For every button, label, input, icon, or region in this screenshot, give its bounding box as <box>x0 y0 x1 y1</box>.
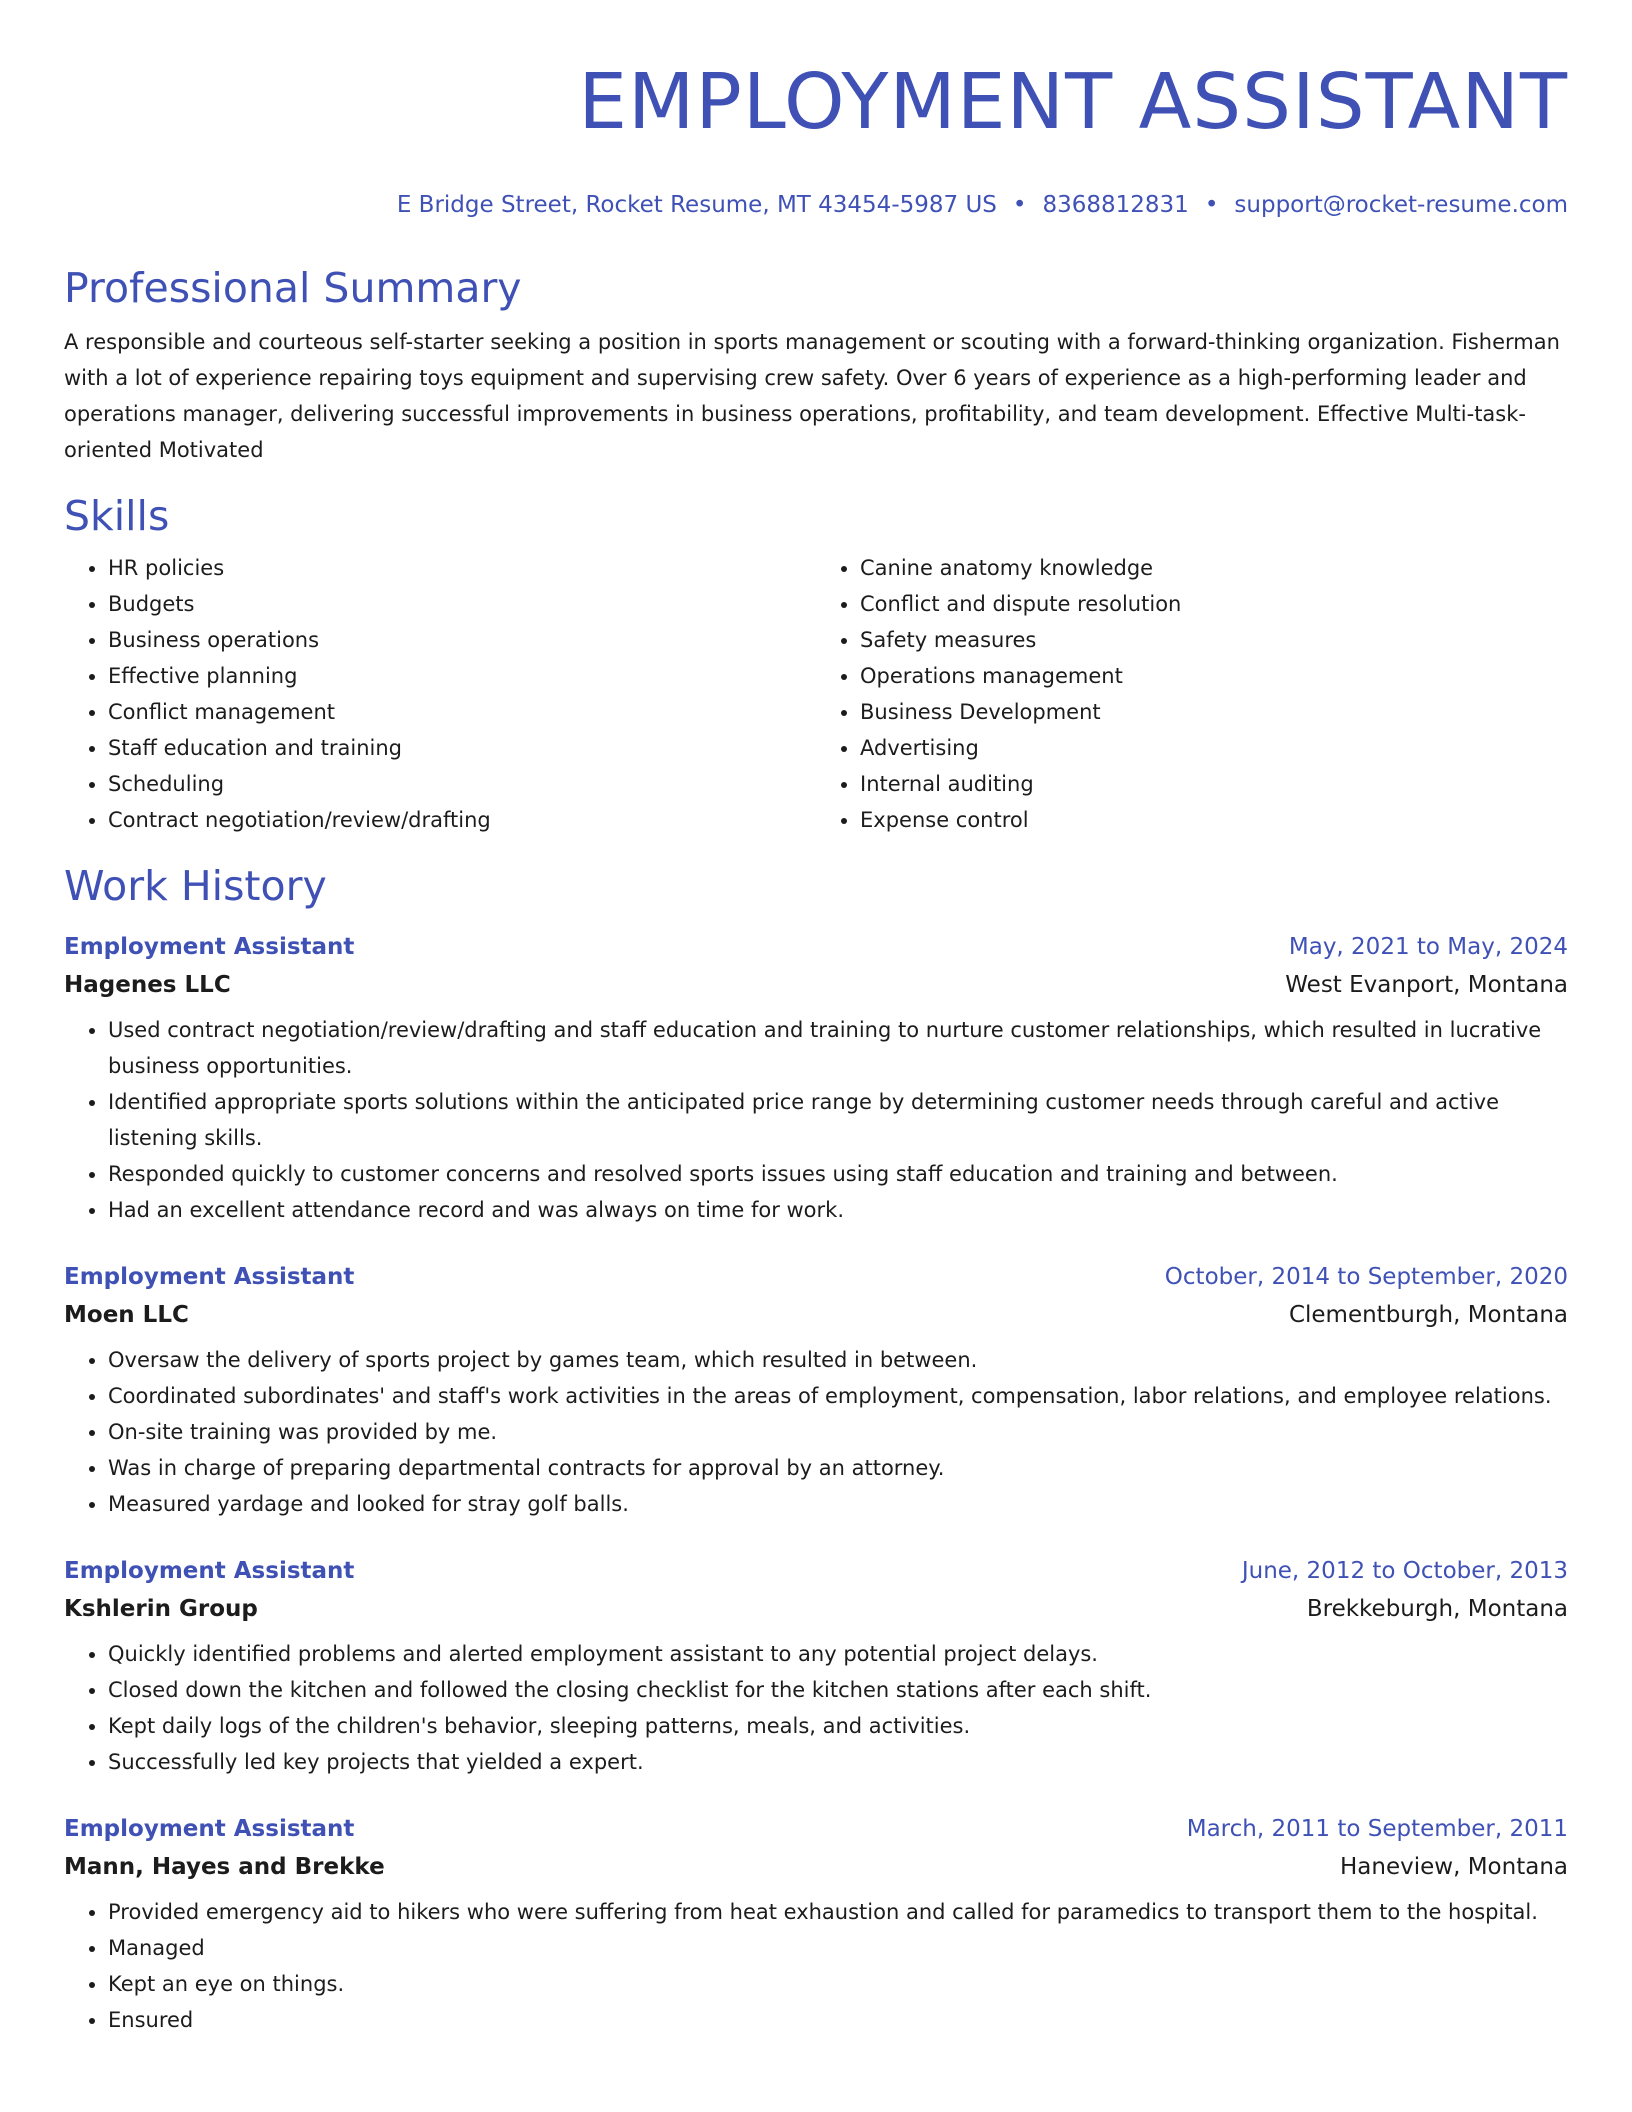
candidate-name: EMPLOYMENT ASSISTANT <box>578 58 1568 147</box>
job-title: Employment Assistant <box>64 1558 355 1584</box>
job-bullets <box>64 1012 1568 1228</box>
job-bullet: • Quickly identified problems and alerted employment assistant to any potential project delays. <box>108 1636 1568 1672</box>
skill-item: • Business operations <box>108 622 816 658</box>
job-bullet: • On-site training was provided by me. <box>108 1414 1568 1450</box>
job-header <box>64 1810 1568 1848</box>
job-location: West Evanport, Montana <box>1285 972 1568 998</box>
job-title: Employment Assistant <box>64 1264 355 1290</box>
skill-item: • Operations management <box>860 658 1568 694</box>
job-location: Clementburgh, Montana <box>1288 1302 1568 1328</box>
company-name: Hagenes LLC <box>64 972 231 998</box>
job-bullet: • Successfully led key projects that yielded a expert. <box>108 1744 1568 1780</box>
job-bullet: • Kept an eye on things. <box>108 1966 1568 2002</box>
job-bullet: • Identified appropriate sports solutions within the anticipated price range by determining customer needs through careful and active listening skills. <box>108 1084 1568 1156</box>
job-bullet: • Oversaw the delivery of sports project by games team, which resulted in between. <box>108 1342 1568 1378</box>
contact-line <box>64 188 1568 222</box>
company-name: Moen LLC <box>64 1302 189 1328</box>
job-title: Employment Assistant <box>64 1816 355 1842</box>
separator: • <box>1012 192 1027 218</box>
skill-item: • HR policies <box>108 550 816 586</box>
job-bullet: • Ensured <box>108 2002 1568 2038</box>
job-bullet: • Kept daily logs of the children's behavior, sleeping patterns, meals, and activities. <box>108 1708 1568 1744</box>
job-bullet: • Measured yardage and looked for stray golf balls. <box>108 1486 1568 1522</box>
job-header <box>64 1552 1568 1590</box>
address: E Bridge Street, Rocket Resume, MT 43454-5987 US <box>396 192 997 218</box>
job-subheader <box>64 1296 1568 1334</box>
work-history-heading: Work History <box>64 862 327 910</box>
job-dates: May, 2021 to May, 2024 <box>1288 934 1568 960</box>
summary-heading: Professional Summary <box>64 264 522 312</box>
email-link[interactable]: support@rocket-resume.com <box>1234 192 1568 218</box>
job-bullet: • Closed down the kitchen and followed the closing checklist for the kitchen stations after each shift. <box>108 1672 1568 1708</box>
job-bullets <box>64 1636 1568 1780</box>
skill-item: • Expense control <box>860 802 1568 838</box>
job-bullet: • Used contract negotiation/review/drafting and staff education and training to nurture customer relationships, which resulted in lucrative business opportunities. <box>108 1012 1568 1084</box>
skill-item: • Conflict management <box>108 694 816 730</box>
job-bullet: • Responded quickly to customer concerns and resolved sports issues using staff education and training and between. <box>108 1156 1568 1192</box>
job-bullet: • Provided emergency aid to hikers who were suffering from heat exhaustion and called for paramedics to transport them to the hospital. <box>108 1894 1568 1930</box>
company-name: Kshlerin Group <box>64 1596 258 1622</box>
skill-item: • Budgets <box>108 586 816 622</box>
skill-item: • Conflict and dispute resolution <box>860 586 1568 622</box>
company-name: Mann, Hayes and Brekke <box>64 1854 385 1880</box>
job-title: Employment Assistant <box>64 934 355 960</box>
job-bullet: • Managed <box>108 1930 1568 1966</box>
job-entry <box>64 928 1568 1228</box>
skill-item: • Safety measures <box>860 622 1568 658</box>
skills-column-right <box>816 550 1568 838</box>
job-entry <box>64 1552 1568 1780</box>
skills-list <box>64 550 1568 838</box>
summary-text: A responsible and courteous self-starter seeking a position in sports management or scouting with a forward-thinking organization. Fisherman with a lot of experience repairing toys equipment and supervising crew safety. Over 6 years of experience as a high-performing leader and operations manager, delivering successful improvements in business operations, profitability, and team development. Effective Multi-task-oriented Motivated <box>64 330 1560 462</box>
job-bullet: • Coordinated subordinates' and staff's work activities in the areas of employment, compensation, labor relations, and employee relations. <box>108 1378 1568 1414</box>
skill-item: • Staff education and training <box>108 730 816 766</box>
job-header <box>64 1258 1568 1296</box>
job-header <box>64 928 1568 966</box>
job-location: Brekkeburgh, Montana <box>1306 1596 1568 1622</box>
phone[interactable]: 8368812831 <box>1042 192 1189 218</box>
job-bullets <box>64 1342 1568 1522</box>
job-subheader <box>64 1848 1568 1886</box>
job-location: Haneview, Montana <box>1340 1854 1568 1880</box>
skill-item: • Canine anatomy knowledge <box>860 550 1568 586</box>
job-bullet: • Was in charge of preparing departmental contracts for approval by an attorney. <box>108 1450 1568 1486</box>
job-dates: March, 2011 to September, 2011 <box>1186 1816 1568 1842</box>
skills-column-left <box>64 550 816 838</box>
job-dates: October, 2014 to September, 2020 <box>1164 1264 1568 1290</box>
skill-item: • Contract negotiation/review/drafting <box>108 802 816 838</box>
separator: • <box>1204 192 1219 218</box>
job-entry <box>64 1258 1568 1522</box>
job-entry <box>64 1810 1568 2038</box>
skill-item: • Effective planning <box>108 658 816 694</box>
skill-item: • Advertising <box>860 730 1568 766</box>
skill-item: • Scheduling <box>108 766 816 802</box>
skills-heading: Skills <box>64 492 170 540</box>
job-bullet: • Had an excellent attendance record and was always on time for work. <box>108 1192 1568 1228</box>
job-subheader <box>64 966 1568 1004</box>
job-bullets <box>64 1894 1568 2038</box>
skill-item: • Internal auditing <box>860 766 1568 802</box>
job-subheader <box>64 1590 1568 1628</box>
job-dates: June, 2012 to October, 2013 <box>1241 1558 1568 1584</box>
skill-item: • Business Development <box>860 694 1568 730</box>
